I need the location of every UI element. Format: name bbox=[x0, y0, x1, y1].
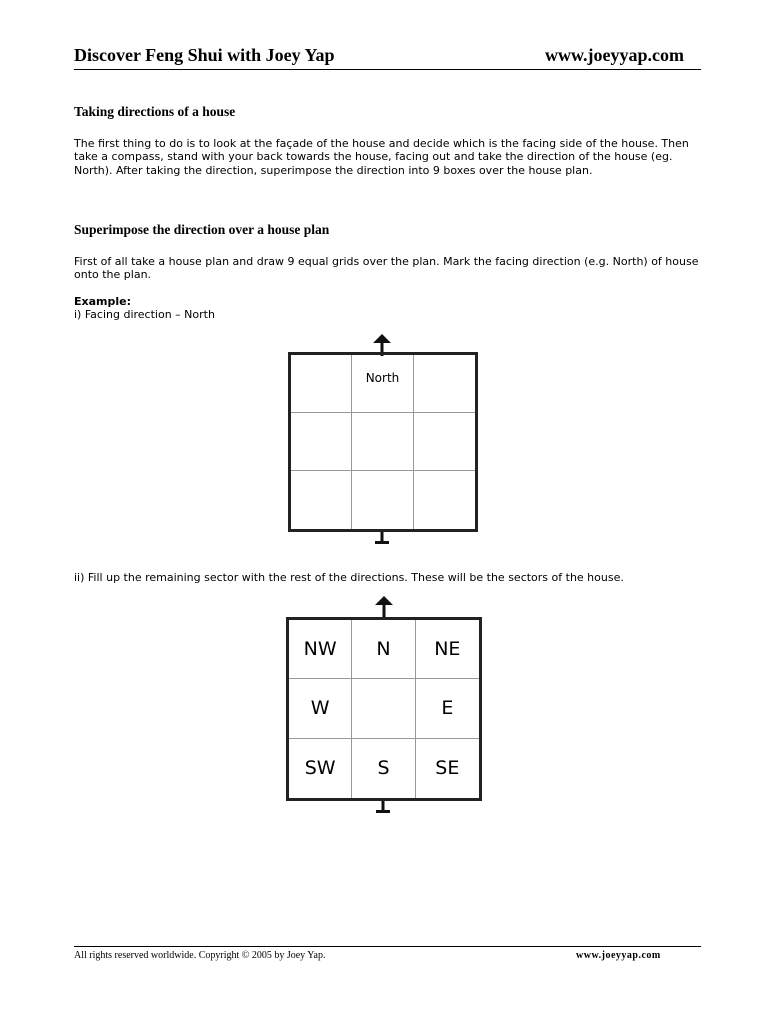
step2-label: ii) Fill up the remaining sector with the rest of the directions. These will be the sectors of the house. bbox=[74, 571, 624, 584]
sector-s: S bbox=[352, 739, 415, 798]
sector-center bbox=[352, 679, 415, 738]
sector-ne: NE bbox=[416, 620, 479, 679]
house-plan-grid-2 bbox=[286, 617, 482, 801]
section1-paragraph: The first thing to do is to look at the façade of the house and decide which is the facing side of the house. Then take a compass, stand with your back towards the house, facing out and take the direction of the house (eg. North). After taking the direction, superimpose the direction into 9 boxes over the house plan. bbox=[74, 137, 689, 177]
header-divider bbox=[74, 69, 701, 70]
back-marker-icon bbox=[376, 801, 390, 813]
section2-paragraph: First of all take a house plan and draw 9 equal grids over the plan. Mark the facing direction (e.g. North) of house onto the plan. bbox=[74, 255, 699, 282]
house-plan-grid-1 bbox=[288, 352, 478, 532]
sector-sw: SW bbox=[289, 739, 352, 798]
grid1-cell bbox=[414, 413, 475, 471]
footer-divider bbox=[74, 946, 701, 947]
example-label: Example: bbox=[74, 295, 131, 308]
grid1-cell bbox=[352, 471, 413, 529]
grid1-cell bbox=[291, 355, 352, 413]
grid1-cell bbox=[291, 471, 352, 529]
section2-heading: Superimpose the direction over a house plan bbox=[74, 222, 330, 237]
grid1-cell-north: North bbox=[352, 355, 413, 413]
grid1-cell bbox=[352, 413, 413, 471]
sector-n: N bbox=[352, 620, 415, 679]
sector-w: W bbox=[289, 679, 352, 738]
section1-heading: Taking directions of a house bbox=[74, 104, 236, 119]
page-header bbox=[74, 45, 700, 69]
header-title: Discover Feng Shui with Joey Yap bbox=[74, 45, 335, 65]
grid1-cell bbox=[414, 471, 475, 529]
grid1-cell bbox=[414, 355, 475, 413]
sector-nw: NW bbox=[289, 620, 352, 679]
step1-label: i) Facing direction – North bbox=[74, 308, 215, 321]
sector-e: E bbox=[416, 679, 479, 738]
footer-url[interactable]: www.joeyyap.com bbox=[576, 950, 661, 961]
header-url[interactable]: www.joeyyap.com bbox=[545, 45, 684, 65]
grid1-cell bbox=[291, 413, 352, 471]
sector-se: SE bbox=[435, 757, 460, 780]
facing-arrow-icon bbox=[375, 596, 393, 618]
back-marker-icon bbox=[375, 532, 389, 544]
footer-copyright: All rights reserved worldwide. Copyright © 2005 by Joey Yap. bbox=[74, 950, 326, 961]
